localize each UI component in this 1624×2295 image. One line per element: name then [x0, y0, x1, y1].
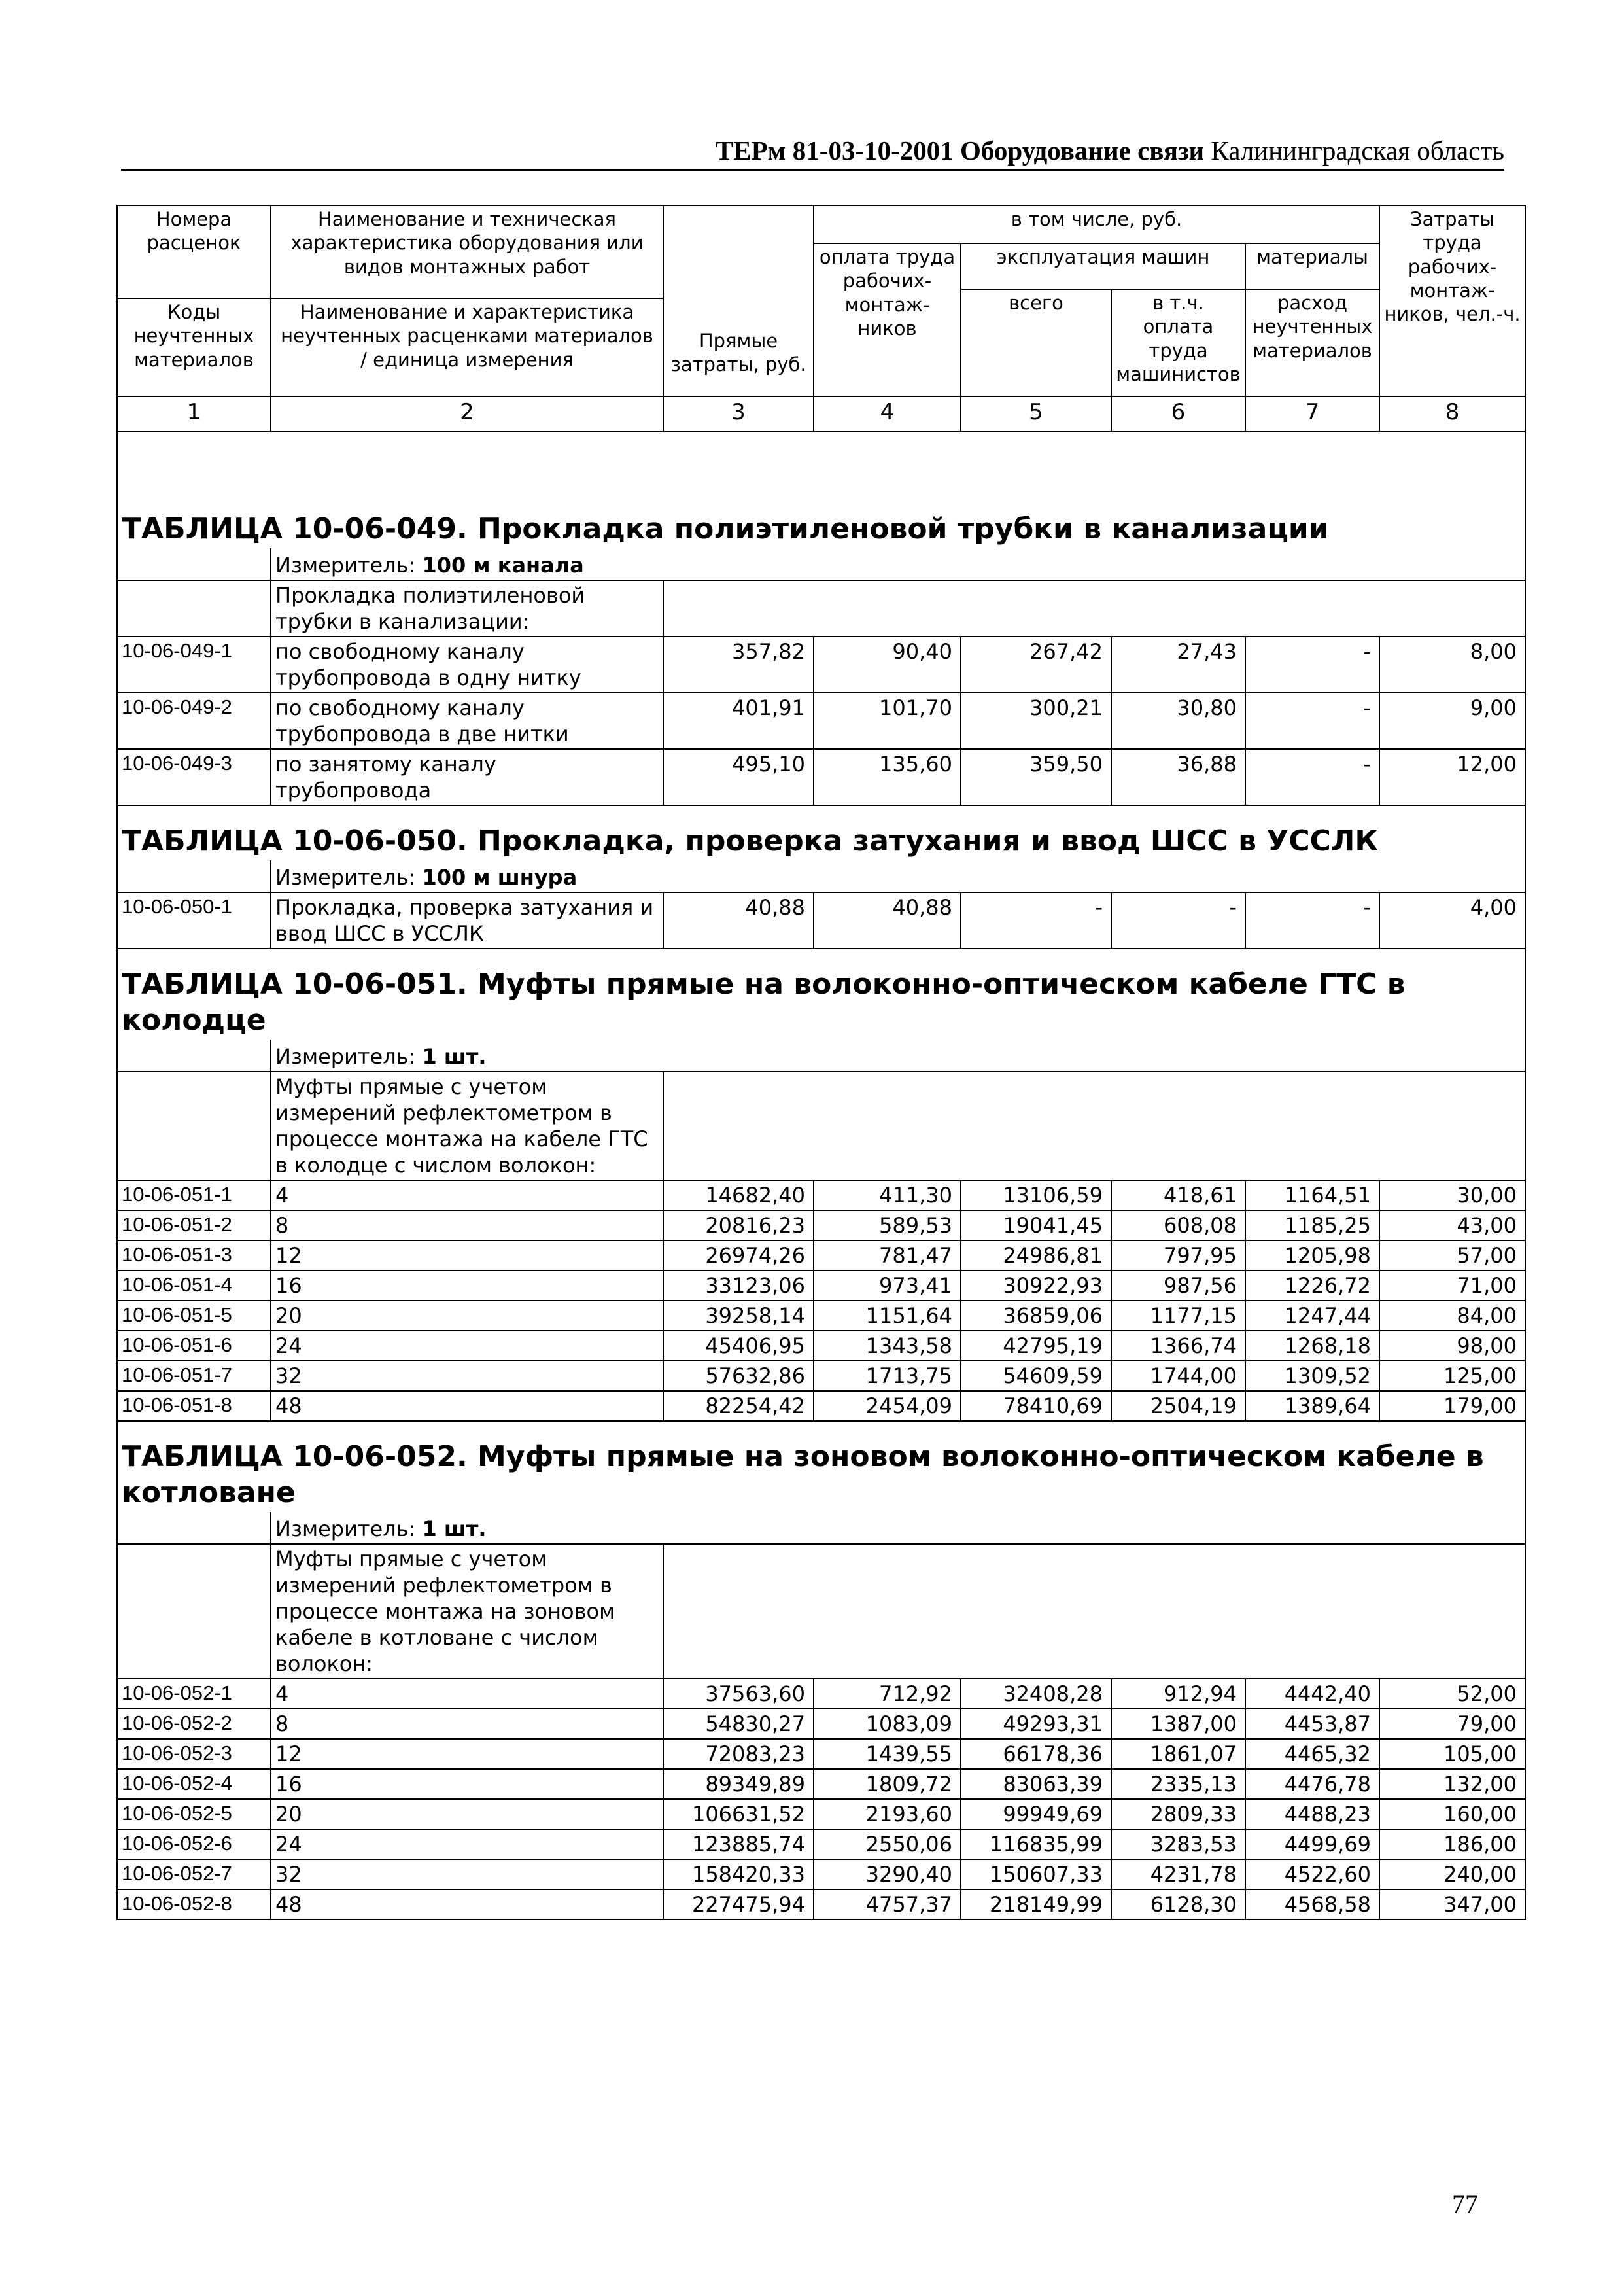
value-c8: 4,00	[1379, 892, 1525, 949]
group-description: Прокладка полиэтиленовой трубки в канализации:	[271, 580, 663, 637]
value-c7: 1389,64	[1245, 1391, 1379, 1421]
value-c5: 116835,99	[961, 1829, 1111, 1859]
table-meter	[271, 1040, 1525, 1072]
value-c4: 3290,40	[814, 1859, 961, 1889]
value-c5: 13106,59	[961, 1180, 1111, 1210]
rate-code: 10-06-052-3	[117, 1739, 271, 1769]
meter-spacer	[117, 1040, 271, 1072]
table-row	[117, 749, 1525, 805]
group-code-cell	[117, 1072, 271, 1180]
value-c4: 90,40	[814, 637, 961, 693]
value-c8: 84,00	[1379, 1301, 1525, 1331]
table-title: ТАБЛИЦА 10-06-050. Прокладка, проверка затухания и ввод ШСС в УССЛК	[117, 805, 1525, 860]
value-c6: 4231,78	[1111, 1859, 1245, 1889]
table-meter	[271, 1512, 1525, 1544]
col-labor-pay: оплата труда рабочих-монтаж-ников	[814, 243, 961, 396]
value-c7: -	[1245, 892, 1379, 949]
table-title: ТАБЛИЦА 10-06-051. Муфты прямые на волоконно-оптическом кабеле ГТС в колодце	[117, 949, 1525, 1040]
value-c4: 1439,55	[814, 1739, 961, 1769]
table-row	[117, 1210, 1525, 1240]
value-c7: 4488,23	[1245, 1799, 1379, 1829]
value-c7: -	[1245, 637, 1379, 693]
value-c6: 1177,15	[1111, 1301, 1245, 1331]
value-c4: 589,53	[814, 1210, 961, 1240]
value-c5: 66178,36	[961, 1739, 1111, 1769]
value-c5: 54609,59	[961, 1361, 1111, 1391]
value-c7: 1247,44	[1245, 1301, 1379, 1331]
value-c4: 1151,64	[814, 1301, 961, 1331]
rate-name: по занятому каналу трубопровода	[271, 749, 663, 805]
value-c8: 57,00	[1379, 1240, 1525, 1270]
value-c8: 98,00	[1379, 1331, 1525, 1361]
col-rate-numbers: Номера расценок	[117, 205, 271, 298]
value-c6: 912,94	[1111, 1679, 1245, 1709]
rate-name: 12	[271, 1240, 663, 1270]
value-c8: 52,00	[1379, 1679, 1525, 1709]
rate-code: 10-06-052-2	[117, 1709, 271, 1739]
header-title: Оборудование связи	[960, 135, 1205, 166]
rate-name: 48	[271, 1889, 663, 1919]
value-c4: 2454,09	[814, 1391, 961, 1421]
value-c7: 1185,25	[1245, 1210, 1379, 1240]
value-c7: 1268,18	[1245, 1331, 1379, 1361]
group-empty	[663, 580, 1525, 637]
value-c8: 9,00	[1379, 693, 1525, 749]
meter-spacer	[117, 548, 271, 580]
value-c5: 99949,69	[961, 1799, 1111, 1829]
value-c5: 36859,06	[961, 1301, 1111, 1331]
table-row	[117, 1829, 1525, 1859]
rate-name: 16	[271, 1769, 663, 1799]
value-c3: 106631,52	[663, 1799, 814, 1829]
rate-code: 10-06-049-3	[117, 749, 271, 805]
rate-name: 16	[271, 1270, 663, 1301]
value-c8: 240,00	[1379, 1859, 1525, 1889]
rate-code: 10-06-051-1	[117, 1180, 271, 1210]
col-codes-unaccounted: Коды неучтенных материалов	[117, 298, 271, 396]
rate-name: 8	[271, 1709, 663, 1739]
rate-name: 4	[271, 1180, 663, 1210]
column-number: 5	[961, 396, 1111, 432]
value-c5: 32408,28	[961, 1679, 1111, 1709]
group-empty	[663, 1072, 1525, 1180]
value-c5: 267,42	[961, 637, 1111, 693]
table-meter	[271, 548, 1525, 580]
value-c3: 89349,89	[663, 1769, 814, 1799]
value-c3: 45406,95	[663, 1331, 814, 1361]
meter-value: 100 м шнура	[422, 865, 578, 890]
rate-code: 10-06-051-5	[117, 1301, 271, 1331]
value-c6: 30,80	[1111, 693, 1245, 749]
value-c3: 57632,86	[663, 1361, 814, 1391]
rate-code: 10-06-052-8	[117, 1889, 271, 1919]
value-c8: 105,00	[1379, 1739, 1525, 1769]
rate-code: 10-06-052-5	[117, 1799, 271, 1829]
value-c3: 72083,23	[663, 1739, 814, 1769]
value-c3: 33123,06	[663, 1270, 814, 1301]
value-c8: 79,00	[1379, 1709, 1525, 1739]
value-c3: 14682,40	[663, 1180, 814, 1210]
col-total: всего	[961, 289, 1111, 396]
rate-code: 10-06-052-7	[117, 1859, 271, 1889]
col-name-tech: Наименование и техническая характеристика оборудования или видов монтажных работ	[271, 205, 663, 298]
table-row	[117, 1769, 1525, 1799]
rate-code: 10-06-051-7	[117, 1361, 271, 1391]
value-c6: 27,43	[1111, 637, 1245, 693]
col-direct-costs: Прямые затраты, руб.	[663, 205, 814, 396]
value-c7: 4522,60	[1245, 1859, 1379, 1889]
value-c6: 2504,19	[1111, 1391, 1245, 1421]
table-row	[117, 693, 1525, 749]
value-c5: 150607,33	[961, 1859, 1111, 1889]
col-materials: материалы	[1245, 243, 1379, 289]
value-c8: 8,00	[1379, 637, 1525, 693]
col-including: в том числе, руб.	[814, 205, 1379, 243]
column-number: 7	[1245, 396, 1379, 432]
table-row	[117, 1859, 1525, 1889]
value-c3: 20816,23	[663, 1210, 814, 1240]
value-c5: 300,21	[961, 693, 1111, 749]
table-row	[117, 1361, 1525, 1391]
meter-label: Измеритель:	[275, 1516, 416, 1541]
rate-name: по свободному каналу трубопровода в две нитки	[271, 693, 663, 749]
meter-value: 100 м канала	[422, 553, 584, 578]
column-number: 3	[663, 396, 814, 432]
value-c8: 160,00	[1379, 1799, 1525, 1829]
value-c8: 347,00	[1379, 1889, 1525, 1919]
table-row	[117, 1679, 1525, 1709]
column-number: 8	[1379, 396, 1525, 432]
rate-name: 48	[271, 1391, 663, 1421]
value-c4: 411,30	[814, 1180, 961, 1210]
table-row	[117, 1331, 1525, 1361]
group-description: Муфты прямые с учетом измерений рефлектометром в процессе монтажа на кабеле ГТС в колодце с числом волокон:	[271, 1072, 663, 1180]
meter-value: 1 шт.	[422, 1516, 487, 1541]
value-c7: -	[1245, 749, 1379, 805]
value-c5: -	[961, 892, 1111, 949]
value-c7: -	[1245, 693, 1379, 749]
rate-name: 20	[271, 1301, 663, 1331]
rate-name: по свободному каналу трубопровода в одну нитку	[271, 637, 663, 693]
group-code-cell	[117, 580, 271, 637]
value-c8: 186,00	[1379, 1829, 1525, 1859]
value-c8: 71,00	[1379, 1270, 1525, 1301]
value-c3: 26974,26	[663, 1240, 814, 1270]
table-row	[117, 637, 1525, 693]
value-c3: 401,91	[663, 693, 814, 749]
value-c4: 2193,60	[814, 1799, 961, 1829]
value-c3: 123885,74	[663, 1829, 814, 1859]
rate-code: 10-06-051-2	[117, 1210, 271, 1240]
value-c3: 357,82	[663, 637, 814, 693]
meter-value: 1 шт.	[422, 1044, 487, 1069]
value-c3: 37563,60	[663, 1679, 814, 1709]
rate-name: 24	[271, 1331, 663, 1361]
rate-name: 8	[271, 1210, 663, 1240]
column-number: 2	[271, 396, 663, 432]
group-description: Муфты прямые с учетом измерений рефлектометром в процессе монтажа на зоновом кабеле в котловане с числом волокон:	[271, 1544, 663, 1679]
value-c8: 179,00	[1379, 1391, 1525, 1421]
header-code: ТЕРм 81-03-10-2001	[715, 135, 954, 166]
value-c8: 132,00	[1379, 1769, 1525, 1799]
meter-spacer	[117, 1512, 271, 1544]
value-c7: 1226,72	[1245, 1270, 1379, 1301]
value-c3: 227475,94	[663, 1889, 814, 1919]
rate-code: 10-06-052-6	[117, 1829, 271, 1859]
rate-code: 10-06-051-8	[117, 1391, 271, 1421]
value-c5: 83063,39	[961, 1769, 1111, 1799]
value-c4: 101,70	[814, 693, 961, 749]
value-c7: 4465,32	[1245, 1739, 1379, 1769]
value-c6: 1744,00	[1111, 1361, 1245, 1391]
col-labor-costs: Затраты труда рабочих-монтаж-ников, чел.-ч.	[1379, 205, 1525, 396]
value-c6: 797,95	[1111, 1240, 1245, 1270]
value-c6: 2809,33	[1111, 1799, 1245, 1829]
table-row	[117, 892, 1525, 949]
table-title: ТАБЛИЦА 10-06-049. Прокладка полиэтиленовой трубки в канализации	[117, 494, 1525, 548]
value-c6: 6128,30	[1111, 1889, 1245, 1919]
column-number: 4	[814, 396, 961, 432]
rate-name: 32	[271, 1859, 663, 1889]
value-c5: 78410,69	[961, 1391, 1111, 1421]
value-c6: 3283,53	[1111, 1829, 1245, 1859]
rate-code: 10-06-049-2	[117, 693, 271, 749]
table-row	[117, 1889, 1525, 1919]
rate-name: 4	[271, 1679, 663, 1709]
table-row	[117, 1270, 1525, 1301]
value-c6: 1861,07	[1111, 1739, 1245, 1769]
value-c4: 781,47	[814, 1240, 961, 1270]
value-c7: 4453,87	[1245, 1709, 1379, 1739]
value-c4: 973,41	[814, 1270, 961, 1301]
page-number: 77	[1452, 2189, 1478, 2218]
rate-name: Прокладка, проверка затухания и ввод ШСС в УССЛК	[271, 892, 663, 949]
col-name-unaccounted: Наименование и характеристика неучтенных расценками материалов / единица измерения	[271, 298, 663, 396]
value-c6: 2335,13	[1111, 1769, 1245, 1799]
value-c7: 4442,40	[1245, 1679, 1379, 1709]
table-row	[117, 1709, 1525, 1739]
rate-code: 10-06-052-4	[117, 1769, 271, 1799]
value-c6: 36,88	[1111, 749, 1245, 805]
column-numbers-row	[117, 396, 1525, 432]
value-c4: 4757,37	[814, 1889, 961, 1919]
value-c5: 359,50	[961, 749, 1111, 805]
value-c3: 158420,33	[663, 1859, 814, 1889]
rate-code: 10-06-051-3	[117, 1240, 271, 1270]
meter-label: Измеритель:	[275, 553, 416, 578]
group-empty	[663, 1544, 1525, 1679]
rate-code: 10-06-049-1	[117, 637, 271, 693]
column-number: 1	[117, 396, 271, 432]
table-row	[117, 1180, 1525, 1210]
value-c4: 135,60	[814, 749, 961, 805]
value-c4: 2550,06	[814, 1829, 961, 1859]
value-c7: 4476,78	[1245, 1769, 1379, 1799]
value-c4: 1343,58	[814, 1331, 961, 1361]
value-c7: 1309,52	[1245, 1361, 1379, 1391]
rate-name: 20	[271, 1799, 663, 1829]
value-c3: 54830,27	[663, 1709, 814, 1739]
value-c7: 1164,51	[1245, 1180, 1379, 1210]
table-row	[117, 1240, 1525, 1270]
value-c8: 43,00	[1379, 1210, 1525, 1240]
rate-name: 24	[271, 1829, 663, 1859]
value-c3: 39258,14	[663, 1301, 814, 1331]
value-c4: 1083,09	[814, 1709, 961, 1739]
table-row	[117, 1739, 1525, 1769]
value-c8: 125,00	[1379, 1361, 1525, 1391]
value-c7: 4499,69	[1245, 1829, 1379, 1859]
value-c4: 1713,75	[814, 1361, 961, 1391]
value-c8: 30,00	[1379, 1180, 1525, 1210]
value-c8: 12,00	[1379, 749, 1525, 805]
spacer	[117, 432, 1525, 494]
value-c5: 30922,93	[961, 1270, 1111, 1301]
table-row	[117, 1391, 1525, 1421]
value-c4: 1809,72	[814, 1769, 961, 1799]
value-c4: 40,88	[814, 892, 961, 949]
value-c6: 418,61	[1111, 1180, 1245, 1210]
table-meter	[271, 860, 1525, 892]
table-row	[117, 1799, 1525, 1829]
value-c3: 82254,42	[663, 1391, 814, 1421]
column-number: 6	[1111, 396, 1245, 432]
value-c6: 1387,00	[1111, 1709, 1245, 1739]
value-c4: 712,92	[814, 1679, 961, 1709]
col-machine-ops: эксплуатация машин	[961, 243, 1245, 289]
header-region: Калининградская область	[1211, 135, 1504, 166]
rates-table	[116, 205, 1526, 1920]
value-c5: 49293,31	[961, 1709, 1111, 1739]
value-c5: 19041,45	[961, 1210, 1111, 1240]
group-code-cell	[117, 1544, 271, 1679]
value-c5: 24986,81	[961, 1240, 1111, 1270]
rate-code: 10-06-052-1	[117, 1679, 271, 1709]
col-machinist-pay: в т.ч. оплата труда машинистов	[1111, 289, 1245, 396]
table-title: ТАБЛИЦА 10-06-052. Муфты прямые на зоновом волоконно-оптическом кабеле в котловане	[117, 1421, 1525, 1512]
value-c3: 40,88	[663, 892, 814, 949]
col-unaccounted-consumption: расход неучтенных материалов	[1245, 289, 1379, 396]
value-c6: 1366,74	[1111, 1331, 1245, 1361]
rate-code: 10-06-051-6	[117, 1331, 271, 1361]
value-c5: 42795,19	[961, 1331, 1111, 1361]
rate-code: 10-06-051-4	[117, 1270, 271, 1301]
value-c7: 1205,98	[1245, 1240, 1379, 1270]
value-c6: 987,56	[1111, 1270, 1245, 1301]
value-c5: 218149,99	[961, 1889, 1111, 1919]
running-header	[121, 132, 1504, 171]
value-c3: 495,10	[663, 749, 814, 805]
meter-spacer	[117, 860, 271, 892]
value-c6: -	[1111, 892, 1245, 949]
meter-label: Измеритель:	[275, 865, 416, 890]
meter-label: Измеритель:	[275, 1044, 416, 1069]
rate-name: 12	[271, 1739, 663, 1769]
rate-name: 32	[271, 1361, 663, 1391]
value-c6: 608,08	[1111, 1210, 1245, 1240]
rate-code: 10-06-050-1	[117, 892, 271, 949]
table-row	[117, 1301, 1525, 1331]
value-c7: 4568,58	[1245, 1889, 1379, 1919]
